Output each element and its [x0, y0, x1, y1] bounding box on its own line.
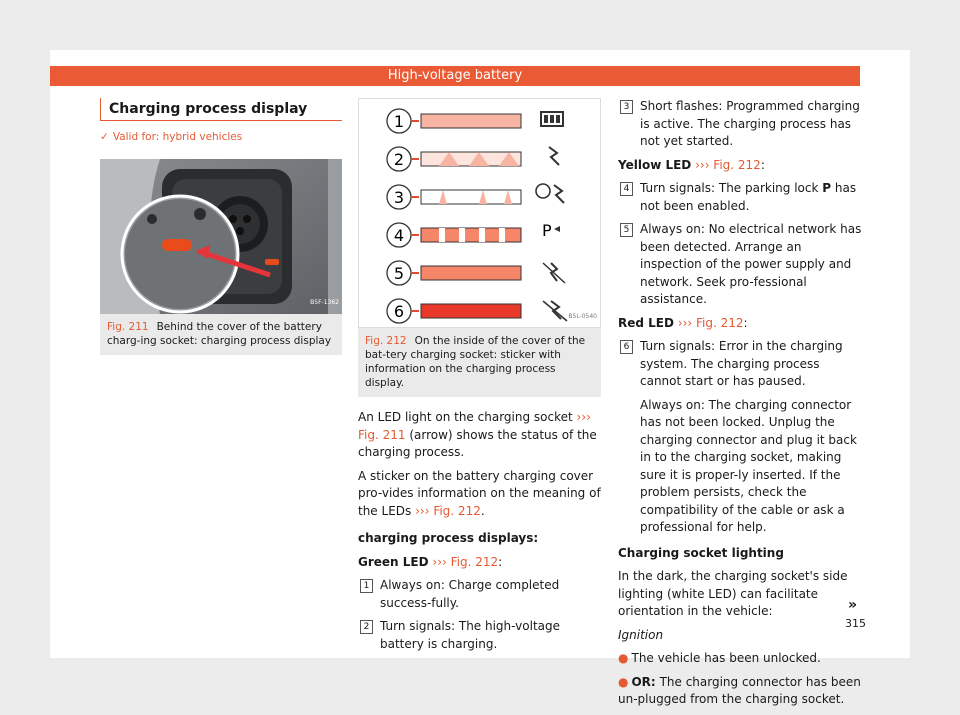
list-item: 3 Short flashes: Programmed charging is active. The charging process has not yet started. [618, 98, 862, 151]
ignition-label: Ignition [618, 627, 664, 642]
svg-text:P: P [542, 221, 552, 240]
bullet-icon: ● [618, 674, 629, 689]
section-title: Charging process display [100, 98, 342, 121]
figure-caption [100, 314, 342, 355]
subheading: charging process displays: [358, 531, 539, 545]
item-number: 4 [620, 182, 633, 196]
item-number: 5 [620, 223, 633, 237]
figure-link[interactable]: ››› Fig. 212 [695, 157, 761, 172]
row-label-4: 4 [393, 226, 405, 245]
figure-caption-text: On the inside of the cover of the bat-tery charging socket: sticker with information on the charging process display. [365, 335, 586, 389]
list-item: 2 Turn signals: The high-voltage battery is charging. [358, 618, 601, 653]
check-icon: ✓ [100, 131, 109, 143]
figure-code: B5F-1362 [310, 299, 339, 306]
figure-211 [100, 159, 342, 355]
validity-text: Valid for: hybrid vehicles [112, 131, 243, 143]
led-heading: Green LED ››› Fig. 212: [358, 554, 503, 569]
led-sticker-illustration [359, 99, 601, 328]
item-number: 6 [620, 340, 633, 354]
column-1 [100, 98, 342, 355]
item-number: 2 [360, 620, 373, 634]
list-item: 1 Always on: Charge completed success-fully. [358, 577, 601, 612]
bullet-icon: ● [618, 651, 629, 665]
body-text [358, 409, 601, 653]
figure-link[interactable]: ››› Fig. 211 [358, 410, 591, 442]
figure-link[interactable]: ››› Fig. 212 [415, 503, 481, 518]
charging-socket-illustration [100, 159, 342, 314]
led-heading: Red LED ››› Fig. 212: [618, 315, 748, 330]
paragraph: A sticker on the battery charging cover pro-vides information on the meaning of the LEDs ››› Fig. 212. [358, 468, 601, 518]
paragraph: In the dark, the charging socket's side lighting (white LED) can facilitate orientation in the vehicle: [618, 569, 848, 618]
page-number: 315 [845, 617, 866, 630]
figure-link[interactable]: ››› Fig. 212 [677, 315, 744, 330]
row-label-5: 5 [393, 264, 405, 283]
figure-212 [358, 98, 601, 397]
list-item: 5 Always on: No electrical network has been detected. Arrange an inspection of the power supply and network. Seek pro-fessional assistance. [618, 221, 862, 309]
paragraph: An LED light on the charging socket ››› Fig. 211 (arrow) shows the status of the charging process. [358, 410, 597, 459]
row-label-2: 2 [393, 150, 405, 169]
figure-number: Fig. 211 [107, 320, 149, 333]
led-heading: Yellow LED ››› Fig. 212: [618, 157, 765, 172]
led-sticker [358, 98, 601, 328]
row-label-6: 6 [393, 302, 405, 321]
validity-note [100, 129, 342, 147]
figure-caption-text: Behind the cover of the battery charg-ing socket: charging process display [107, 320, 332, 347]
figure-number: Fig. 212 [365, 335, 407, 347]
chapter-header: High-voltage battery [50, 66, 860, 86]
list-item-sub: Always on: The charging connector has not been locked. Unplug the charging connector and plug it back in to the charging socket, making sure it is proper-ly inserted. If the problem persists, check the compatibility of the cable or ask a professional for help. [640, 397, 857, 534]
list-item: 4 Turn signals: The parking lock P has not been enabled. [618, 180, 862, 215]
row-label-3: 3 [393, 188, 405, 207]
figure-code: B5L-0540 [568, 312, 597, 320]
item-number: 1 [360, 579, 373, 593]
list-item: 6 Turn signals: Error in the charging system. The charging process cannot start or has paused. [618, 338, 862, 391]
figure-link[interactable]: ››› Fig. 212 [432, 554, 499, 569]
charging-socket-photo [100, 159, 342, 314]
column-3 [618, 98, 862, 715]
continue-marker: » [848, 597, 858, 613]
column-2 [358, 98, 601, 659]
bullet-item: ● OR: The charging connector has been un-plugged from the charging socket. [618, 674, 861, 706]
item-number: 3 [620, 100, 633, 114]
subheading: Charging socket lighting [618, 545, 784, 560]
row-label-1: 1 [393, 112, 405, 131]
figure-caption [358, 328, 601, 397]
bullet-item: ● The vehicle has been unlocked. [618, 651, 821, 665]
